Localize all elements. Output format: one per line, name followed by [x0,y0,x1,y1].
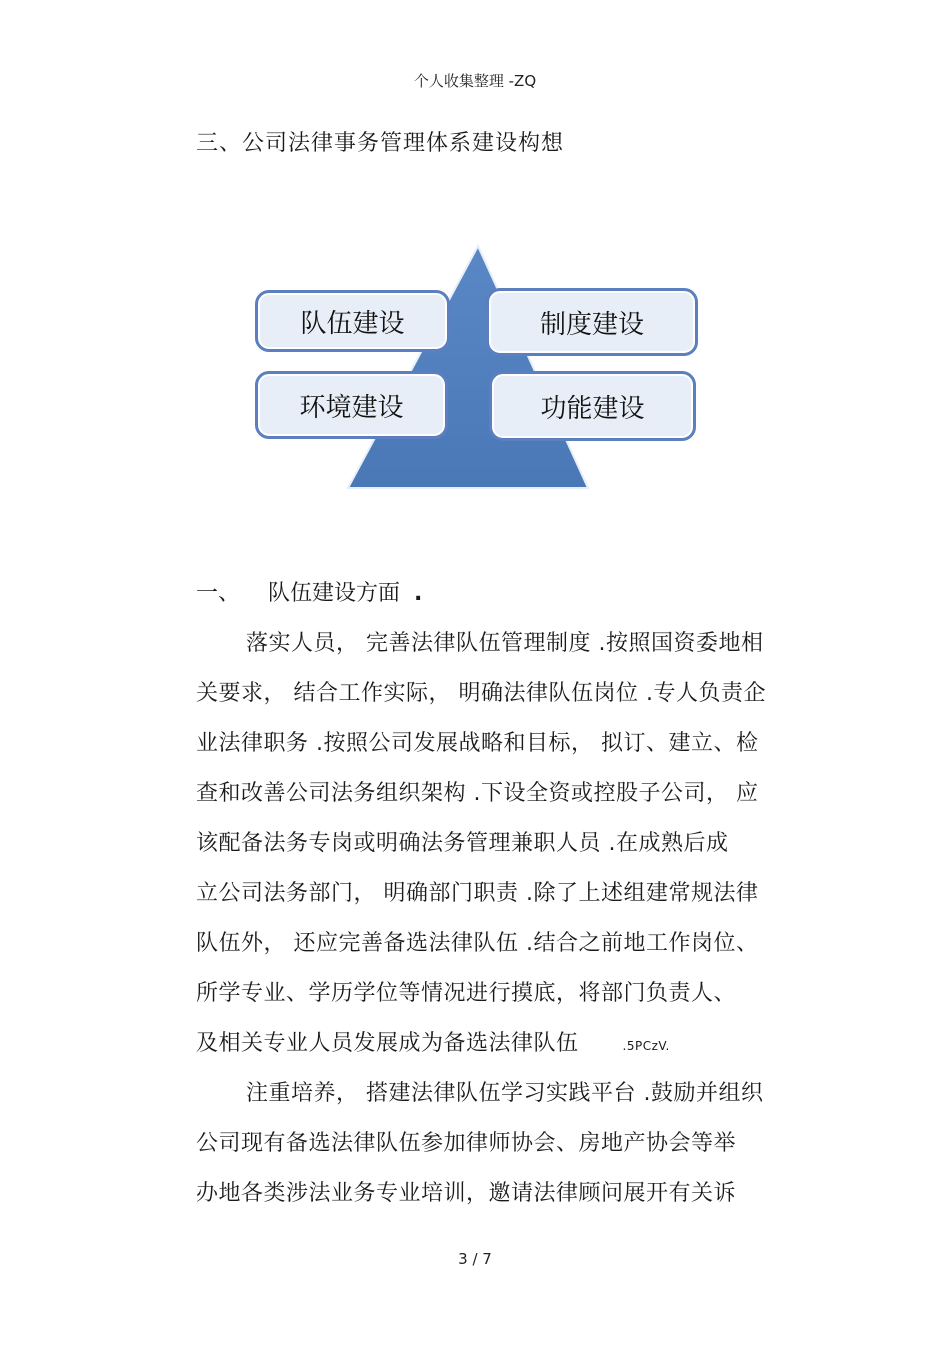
box-team-building: 队伍建设 [255,290,450,352]
paragraph-line-text: 及相关专业人员发展成为备选法律队伍 [196,1031,579,1056]
subheading [196,576,422,607]
paragraph-line: 队伍外， 还应完善备选法律队伍 .结合之前地工作岗位、 [196,931,759,956]
page-number: 3 / 7 [458,1250,492,1268]
paragraph-line: 业法律职务 .按照公司发展战略和目标， 拟订、建立、检 [196,731,759,756]
subheading-text: 队伍建设方面 [268,581,401,606]
pyramid-triangle [250,240,710,500]
paragraph-line: 公司现有备选法律队伍参加律师协会、房地产协会等举 [196,1131,737,1156]
subheading-number: 一、 [196,581,241,606]
paragraph-line: 注重培养， 搭建法律队伍学习实践平台 .鼓励并组织 [246,1081,764,1106]
box-function-building: 功能建设 [489,371,696,441]
page-header: 个人收集整理 -ZQ [413,72,537,90]
paragraph-line: 该配备法务专岗或明确法务管理兼职人员 .在成熟后成 [196,831,729,856]
subheading-dot: . [414,581,423,606]
paragraph-line: 关要求， 结合工作实际， 明确法律队伍岗位 .专人负责企 [196,681,766,706]
paragraph-line: 办地各类涉法业务专业培训，邀请法律顾问展开有关诉 [196,1181,737,1206]
paragraph-line: 立公司法务部门， 明确部门职责 .除了上述组建常规法律 [196,881,759,906]
paragraph-line: 查和改善公司法务组织架构 .下设全资或控股子公司， 应 [196,781,759,806]
paragraph-line: 落实人员， 完善法律队伍管理制度 .按照国资委地相 [246,631,764,656]
box-system-building: 制度建设 [486,288,698,356]
paragraph-line: 所学专业、学历学位等情况进行摸底，将部门负责人、 [196,981,737,1006]
paragraph-line-last [196,1026,670,1057]
section-title: 三、公司法律事务管理体系建设构想 [196,131,565,156]
paragraph-code: .5PCzV. [622,1039,670,1053]
box-environment-building: 环境建设 [255,371,448,439]
construction-diagram [250,240,710,500]
